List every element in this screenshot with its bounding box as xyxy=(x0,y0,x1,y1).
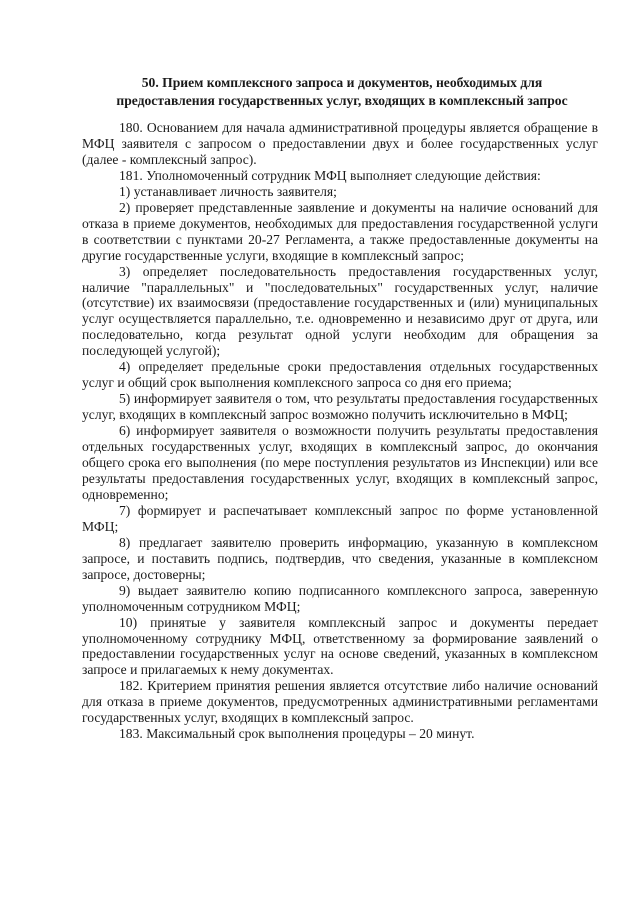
list-item-10: 10) принятые у заявителя комплексный запрос и документы передает уполномоченному сотруднику МФЦ, ответственному за формирование заявлений о предоставлении государственных услуг на основе сведений, указанных в комплексном запросе и прилагаемых к нему документах. xyxy=(82,614,598,678)
list-item-8: 8) предлагает заявителю проверить информацию, указанную в комплексном запросе, и поставить подпись, подтвердив, что сведения, указанные в комплексном запросе, достоверны; xyxy=(82,534,598,582)
paragraph-183: 183. Максимальный срок выполнения процедуры – 20 минут. xyxy=(119,726,475,742)
document-body xyxy=(82,120,598,742)
list-item-1: 1) устанавливает личность заявителя; xyxy=(119,183,337,199)
paragraph-181: 181. Уполномоченный сотрудник МФЦ выполняет следующие действия: xyxy=(119,167,541,183)
list-item-4: 4) определяет предельные сроки предоставления отдельных государственных услуг и общий срок выполнения комплексного запроса со дня его приема; xyxy=(82,359,598,391)
paragraph-182: 182. Критерием принятия решения является отсутствие либо наличие оснований для отказа в приеме документов, предусмотренных административными регламентами государственных услуг, входящих в комплексный запрос. xyxy=(82,678,598,726)
list-item-5: 5) информирует заявителя о том, что результаты предоставления государственных услуг, входящих в комплексный запрос возможно получить исключительно в МФЦ; xyxy=(82,391,598,423)
list-item-3: 3) определяет последовательность предоставления государственных услуг, наличие "параллельных" и "последовательных" государственных услуг, наличие (отсутствие) их взаимосвязи (предоставление государственных и (или) муниципальных услуг осуществляется параллельно, т.е. одновременно и независимо друг от друга, или последовательно, когда результат одной услуги необходим для обращения за последующей услугой); xyxy=(82,263,598,359)
list-item-2: 2) проверяет представленные заявление и документы на наличие оснований для отказа в приеме документов, необходимых для предоставления государственной услуги в соответствии с пунктами 20-27 Регламента, а также предоставленные документы на другие государственные услуги, входящие в комплексный запрос; xyxy=(82,199,598,263)
list-item-7: 7) формирует и распечатывает комплексный запрос по форме установленной МФЦ; xyxy=(82,502,598,534)
section-heading xyxy=(82,74,598,110)
paragraph-180: 180. Основанием для начала административной процедуры является обращение в МФЦ заявителя с запросом о предоставлении двух и более государственных услуг (далее - комплексный запрос). xyxy=(82,120,598,167)
list-item-9: 9) выдает заявителю копию подписанного комплексного запроса, заверенную уполномоченным сотрудником МФЦ; xyxy=(82,582,598,614)
section-heading-line-1: 50. Прием комплексного запроса и документов, необходимых для xyxy=(141,75,543,90)
section-heading-line-2: предоставления государственных услуг, входящих в комплексный запрос xyxy=(116,93,568,108)
list-item-6: 6) информирует заявителя о возможности получить результаты предоставления отдельных государственных услуг, входящих в комплексный запрос, до окончания общего срока его выполнения (по мере поступления результатов из Инспекции) или все результаты предоставления государственных услуг, входящих в комплексный запрос, одновременно; xyxy=(82,423,598,502)
